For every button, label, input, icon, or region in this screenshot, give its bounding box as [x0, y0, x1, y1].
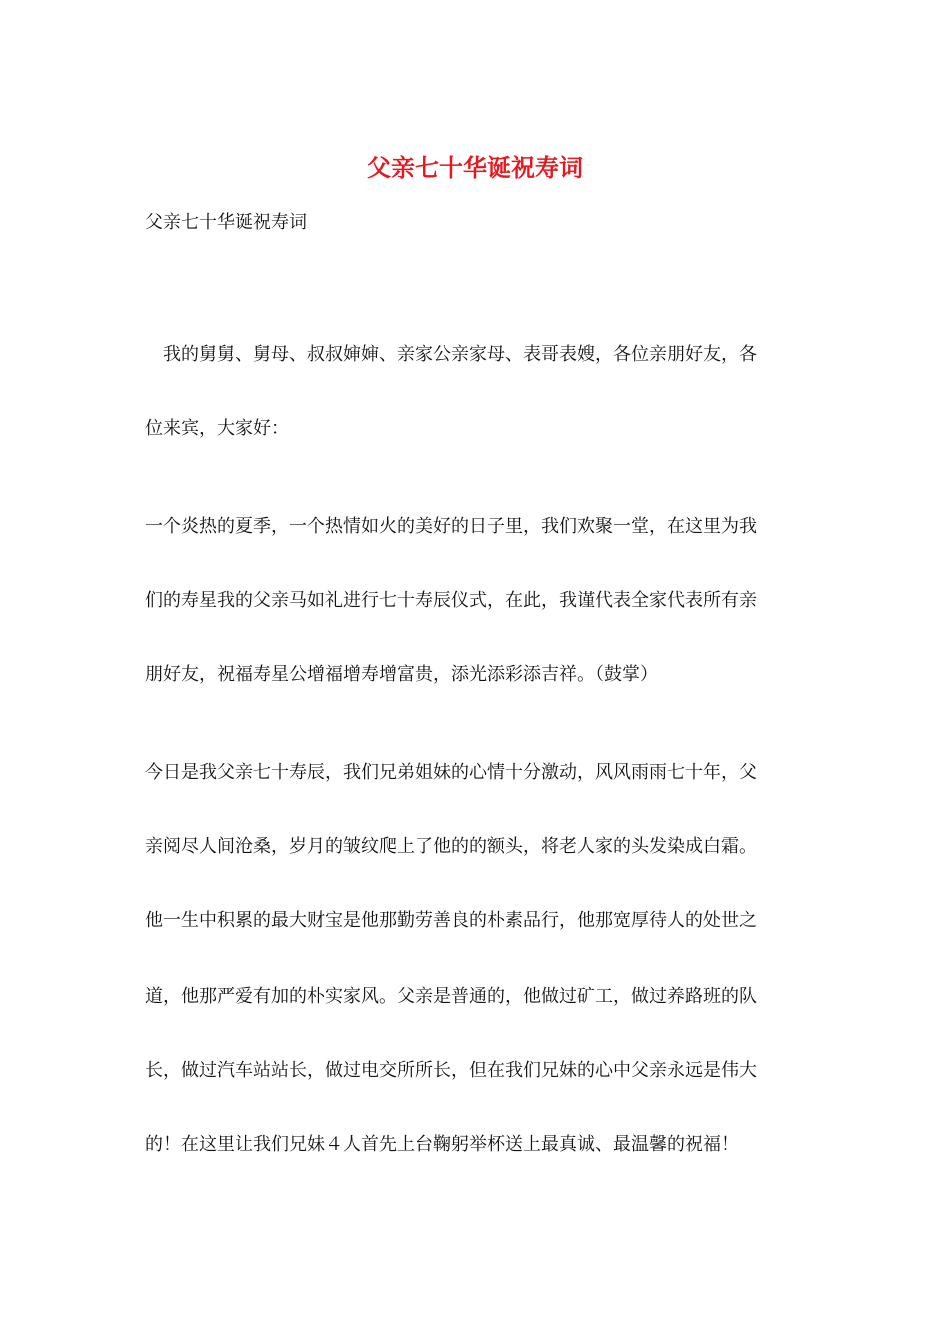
paragraph-line: 亲阅尽人间沧桑，岁月的皱纹爬上了他的的额头，将老人家的头发染成白霜。: [145, 836, 757, 857]
paragraph-line: 朋好友，祝福寿星公增福增寿增富贵，添光添彩添吉祥。（鼓掌）: [145, 664, 658, 685]
paragraph-line: 一个炎热的夏季，一个热情如火的美好的日子里，我们欢聚一堂，在这里为我: [145, 516, 757, 537]
paragraph-line: 位来宾，大家好：: [145, 418, 289, 439]
paragraph-line: 们的寿星我的父亲马如礼进行七十寿辰仪式，在此，我谨代表全家代表所有亲: [145, 590, 757, 611]
paragraph-line: 我的舅舅、舅母、叔叔婶婶、亲家公亲家母、表哥表嫂，各位亲朋好友，各: [145, 344, 757, 365]
document-title: 父亲七十华诞祝寿词: [367, 154, 583, 182]
paragraph-line: 今日是我父亲七十寿辰，我们兄弟姐妹的心情十分激动，风风雨雨七十年，父: [145, 762, 757, 783]
paragraph-line: 道，他那严爱有加的朴实家风。父亲是普通的，他做过矿工，做过养路班的队: [145, 986, 757, 1007]
paragraph-line: 长，做过汽车站站长，做过电交所所长，但在我们兄妹的心中父亲永远是伟大: [145, 1060, 757, 1081]
document-subtitle: 父亲七十华诞祝寿词: [145, 212, 307, 233]
paragraph-line: 他一生中积累的最大财宝是他那勤劳善良的朴素品行，他那宽厚待人的处世之: [145, 910, 757, 931]
paragraph-line: 的！在这里让我们兄妹４人首先上台鞠躬举杯送上最真诚、最温馨的祝福！: [145, 1134, 739, 1155]
